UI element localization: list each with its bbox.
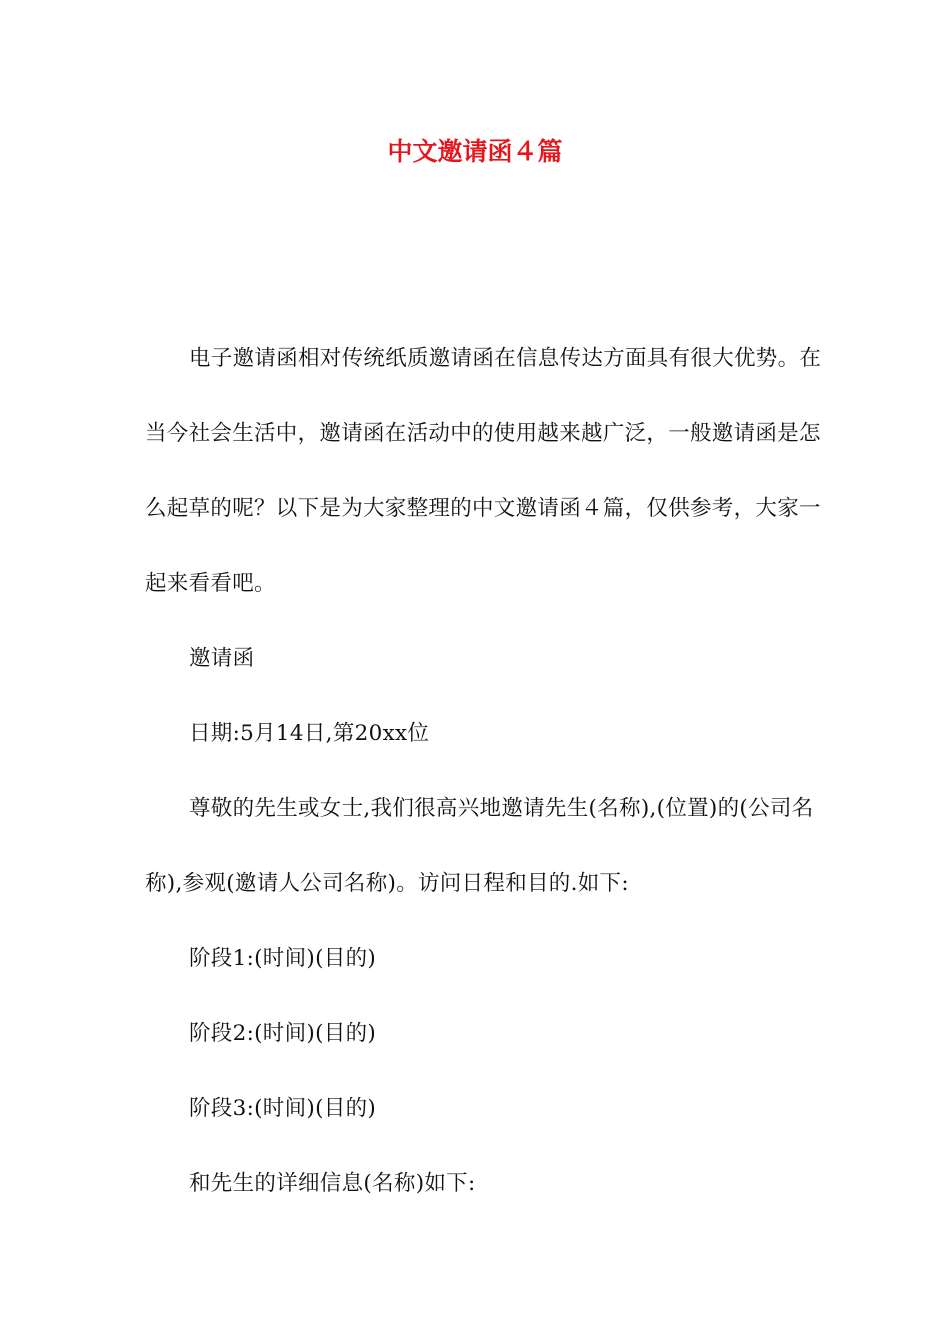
stage-2-line: 阶段2:(时间)(目的)	[189, 1021, 377, 1046]
stage-3-line: 阶段3:(时间)(目的)	[189, 1096, 377, 1121]
details-line: 和先生的详细信息(名称)如下:	[189, 1171, 476, 1196]
stage-1-line: 阶段1:(时间)(目的)	[189, 946, 377, 971]
date-line: 日期:5月14日,第20xx位	[189, 721, 430, 746]
document-body	[145, 321, 825, 1221]
document-title: 中文邀请函４篇	[387, 137, 563, 166]
intro-paragraph: 电子邀请函相对传统纸质邀请函在信息传达方面具有很大优势。在当今社会生活中，邀请函在活动中的使用越来越广泛，一般邀请函是怎么起草的呢？以下是为大家整理的中文邀请函４篇，仅供参考，大家一起来看看吧。	[145, 346, 822, 596]
greeting-paragraph: 尊敬的先生或女士,我们很高兴地邀请先生(名称),(位置)的(公司名称),参观(邀请人公司名称)。访问日程和目的.如下:	[145, 796, 814, 896]
invitation-heading: 邀请函	[189, 646, 255, 671]
